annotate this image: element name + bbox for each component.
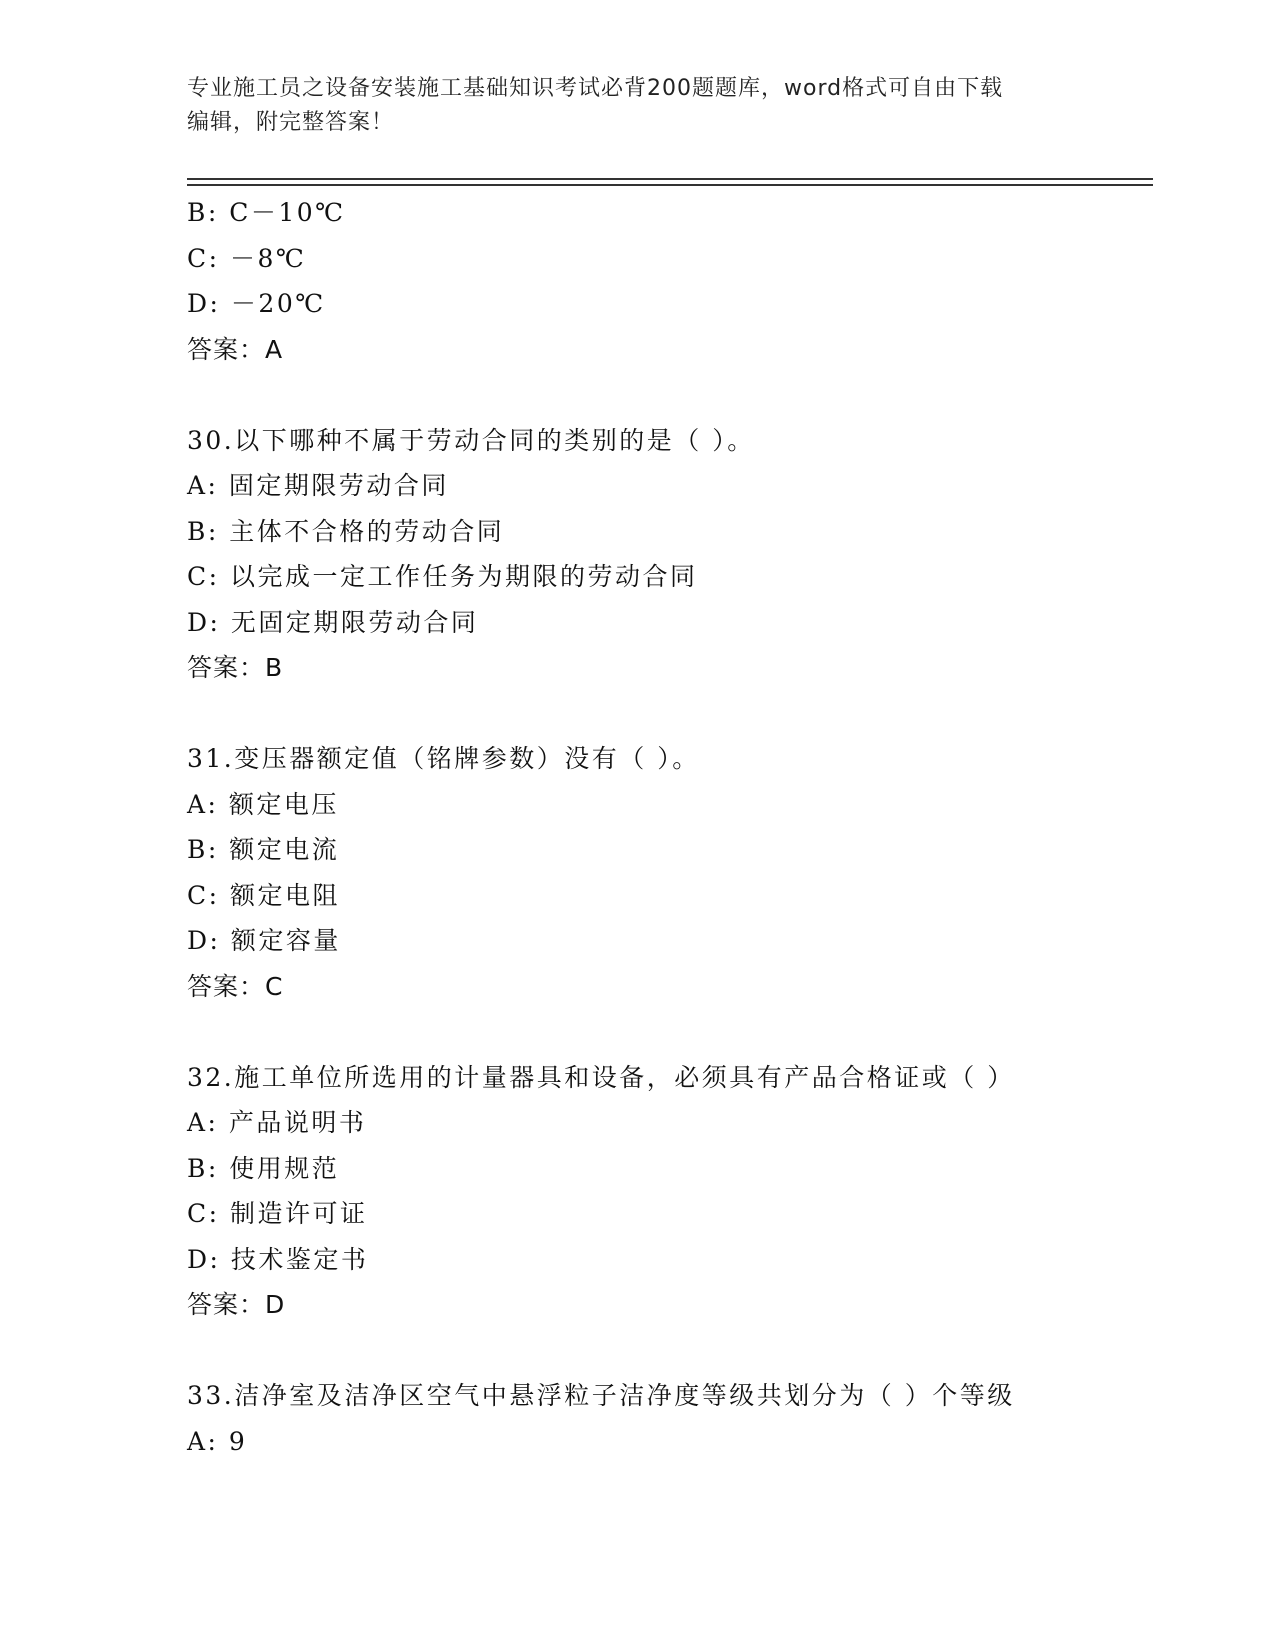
spacer <box>187 1328 1153 1374</box>
question-list <box>187 190 1153 1464</box>
question-text: 30.以下哪种不属于劳动合同的类别的是（ ）。 <box>187 425 755 455</box>
option-d: D: －20℃ <box>187 289 326 318</box>
option-c: C: 制造许可证 <box>187 1199 368 1228</box>
answer: 答案：A <box>187 334 284 364</box>
option-c: C: 以完成一定工作任务为期限的劳动合同 <box>187 562 698 591</box>
question-text: 31.变压器额定值（铭牌参数）没有（ ）。 <box>187 744 700 773</box>
option-d: D: 额定容量 <box>187 926 341 955</box>
question-31 <box>187 736 1153 1009</box>
header-divider-top <box>187 178 1153 180</box>
option-d: D: 无固定期限劳动合同 <box>187 607 479 637</box>
question-33 <box>187 1373 1153 1464</box>
question-text: 32.施工单位所选用的计量器具和设备，必须具有产品合格证或（ ） <box>187 1062 1015 1092</box>
option-b: B: 使用规范 <box>187 1153 340 1183</box>
question-29-tail <box>187 190 1153 372</box>
option-a: A: 固定期限劳动合同 <box>187 471 449 500</box>
question-32 <box>187 1055 1153 1328</box>
header-divider-bottom <box>187 184 1153 186</box>
option-d: D: 技术鉴定书 <box>187 1244 369 1274</box>
answer: 答案：B <box>187 653 284 682</box>
answer: 答案：D <box>187 1290 286 1319</box>
option-c: C: －8℃ <box>187 243 307 273</box>
document-header <box>187 72 1087 140</box>
question-30 <box>187 418 1153 691</box>
question-text: 33.洁净室及洁净区空气中悬浮粒子洁净度等级共划分为（ ）个等级 <box>187 1381 1015 1410</box>
option-b: B: 主体不合格的劳动合同 <box>187 516 505 546</box>
option-b: B: 额定电流 <box>187 835 340 864</box>
spacer <box>187 372 1153 418</box>
header-line-2: 编辑，附完整答案！ <box>187 110 395 135</box>
option-b: B: C－10℃ <box>187 198 346 227</box>
option-c: C: 额定电阻 <box>187 880 340 910</box>
option-a: A: 额定电压 <box>187 789 339 819</box>
header-line-1: 专业施工员之设备安装施工基础知识考试必背200题题库，word格式可自由下载 <box>187 76 1004 101</box>
spacer <box>187 691 1153 737</box>
spacer <box>187 1009 1153 1055</box>
option-a: A: 产品说明书 <box>187 1108 367 1137</box>
option-a: A: 9 <box>187 1426 248 1456</box>
answer: 答案：C <box>187 971 284 1001</box>
